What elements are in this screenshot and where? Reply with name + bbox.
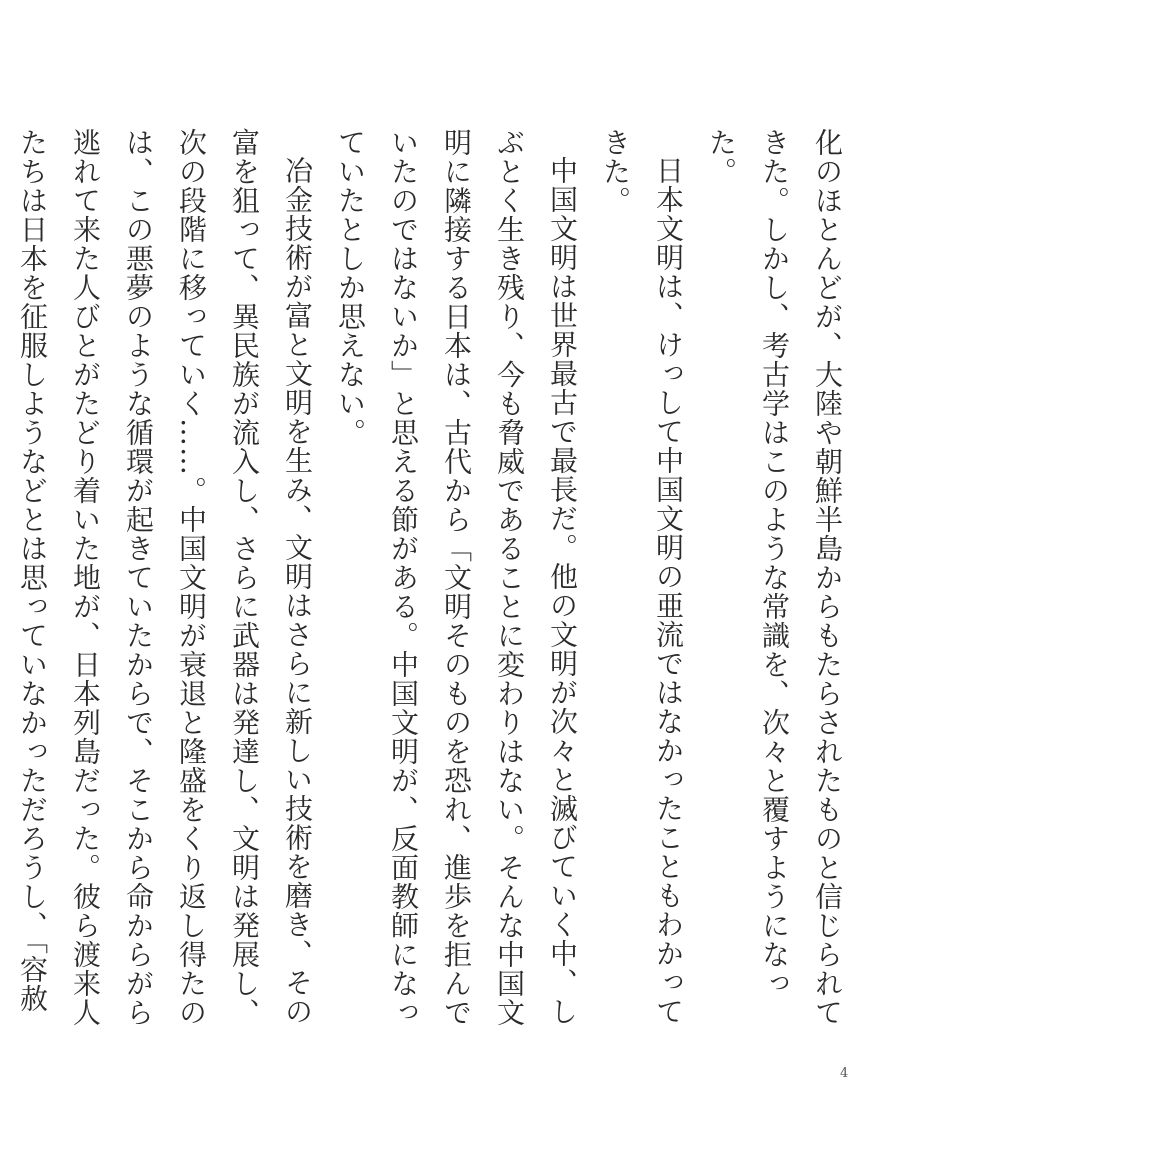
paragraph-4: 冶金技術が富と文明を生み、文明はさらに新しい技術を磨き、その富を狙って、異民族が流入し、さらに武器は発達し、文明は発展し、次の段階に移っていく……。中国文明が衰退と隆盛をくり返し得たのは、この悪夢のような循環が起きていたからで、そこから命からがら逃れて来た人びとがたどり着いた地が、日本列島だった。彼ら渡来人たちは日本を征服しようなどとは思っていなかっただろうし、「容赦 <box>16 128 314 1027</box>
paragraph-1: 化のほとんどが、大陸や朝鮮半島からもたらされたものと信じられてきた。しかし、考古学はこのような常識を、次々と覆すようになった。 <box>705 128 844 1027</box>
page-number: 4 <box>840 1066 849 1081</box>
vertical-body-text <box>0 128 854 1038</box>
paragraph-2: 日本文明は、けっして中国文明の亜流ではなかったこともわかってきた。 <box>599 128 685 1026</box>
paragraph-3: 中国文明は世界最古で最長だ。他の文明が次々と滅びていく中、しぶとく生き残り、今も脅威であることに変わりはない。そんな中国文明に隣接する日本は、古代から「文明そのものを恐れ、進歩を拒んでいたのではないか」と思える節がある。中国文明が、反面教師になっていたとしか思えない。 <box>334 128 579 1027</box>
